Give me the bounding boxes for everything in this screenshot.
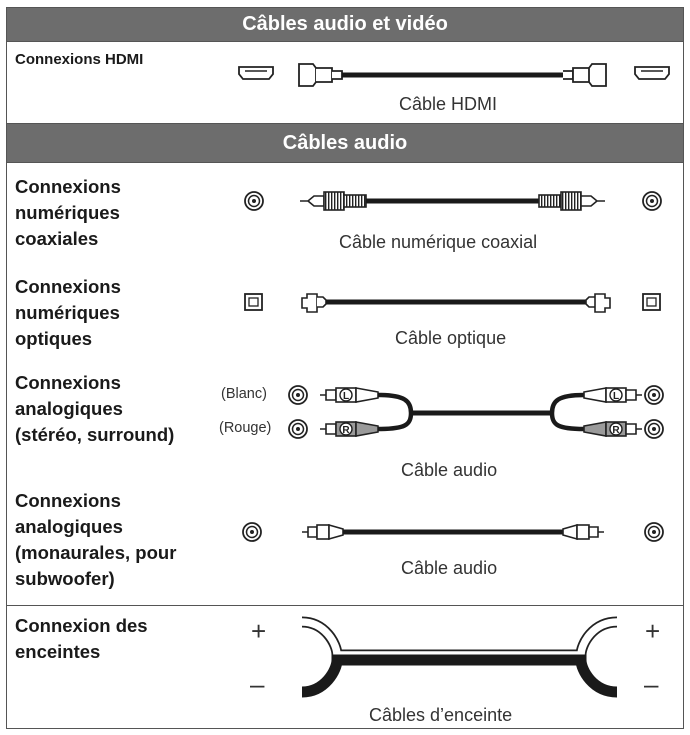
optical-plug-icon-left: [302, 294, 326, 312]
row-label-optical: Connexions numériques optiques: [15, 276, 121, 349]
cable-caption-hdmi: Câble HDMI: [399, 94, 498, 114]
row-label-analog-stereo: Connexions analogiques (stéréo, surround): [15, 372, 175, 445]
side-label-red: (Rouge): [219, 420, 272, 436]
polarity-minus-right: –: [644, 669, 659, 699]
optical-port-icon-right: [643, 294, 660, 310]
plug-badge-l-right: [610, 389, 622, 402]
section-header-av: Câbles audio et vidéo: [7, 8, 683, 41]
speaker-wire-icon: [302, 622, 617, 692]
cable-caption-optical: Câble optique: [395, 328, 507, 348]
optical-plug-icon-right: [586, 294, 610, 312]
rca-plug-icon-right: [539, 192, 605, 210]
rca-jack-icon-left: [245, 192, 263, 210]
row-label-coaxial: Connexions numériques coaxiales: [15, 176, 121, 249]
side-label-white: (Blanc): [221, 386, 267, 402]
row-label-analog-mono: Connexions analogiques (monaurales, pour subwoofer): [15, 490, 177, 589]
rca-jack-icon-left: [243, 523, 261, 541]
hdmi-plug-icon-left: [299, 64, 342, 86]
rca-plug-icon-left: [300, 192, 366, 210]
svg-text:L: L: [342, 391, 350, 402]
rca-jack-icon-right: [643, 192, 661, 210]
plug-badge-l-left: [340, 389, 352, 402]
rca-plug-icon-left: [302, 525, 343, 539]
rca-jack-icon-red-right: [645, 420, 663, 438]
hdmi-plug-icon-right: [563, 64, 606, 86]
plug-badge-r-right: [610, 423, 622, 436]
rca-jack-icon-white-left: [289, 386, 307, 404]
cable-caption-speakers: Câbles d’enceinte: [369, 705, 513, 725]
cable-caption-analog-stereo: Câble audio: [401, 460, 498, 480]
rca-jack-icon-white-right: [645, 386, 663, 404]
optical-port-icon-left: [245, 294, 262, 310]
svg-text:L: L: [612, 391, 620, 402]
polarity-minus-left: –: [250, 669, 265, 699]
section-header-audio: Câbles audio: [7, 124, 683, 162]
row-label-speakers: Connexion des enceintes: [15, 615, 148, 662]
cable-caption-analog-mono: Câble audio: [401, 558, 498, 578]
polarity-plus-right: +: [645, 616, 661, 646]
rca-jack-icon-right: [645, 523, 663, 541]
hdmi-port-icon-left: [239, 67, 273, 79]
row-label-hdmi: Connexions HDMI: [15, 51, 144, 68]
cable-caption-coaxial: Câble numérique coaxial: [339, 232, 538, 252]
cable-table: [6, 7, 684, 729]
svg-text:R: R: [342, 425, 350, 436]
hdmi-port-icon-right: [635, 67, 669, 79]
rca-jack-icon-red-left: [289, 420, 307, 438]
polarity-plus-left: +: [251, 616, 267, 646]
plug-badge-r-left: [340, 423, 352, 436]
rca-plug-icon-right: [563, 525, 604, 539]
svg-text:R: R: [612, 425, 620, 436]
cable-illustrations: [7, 8, 685, 730]
